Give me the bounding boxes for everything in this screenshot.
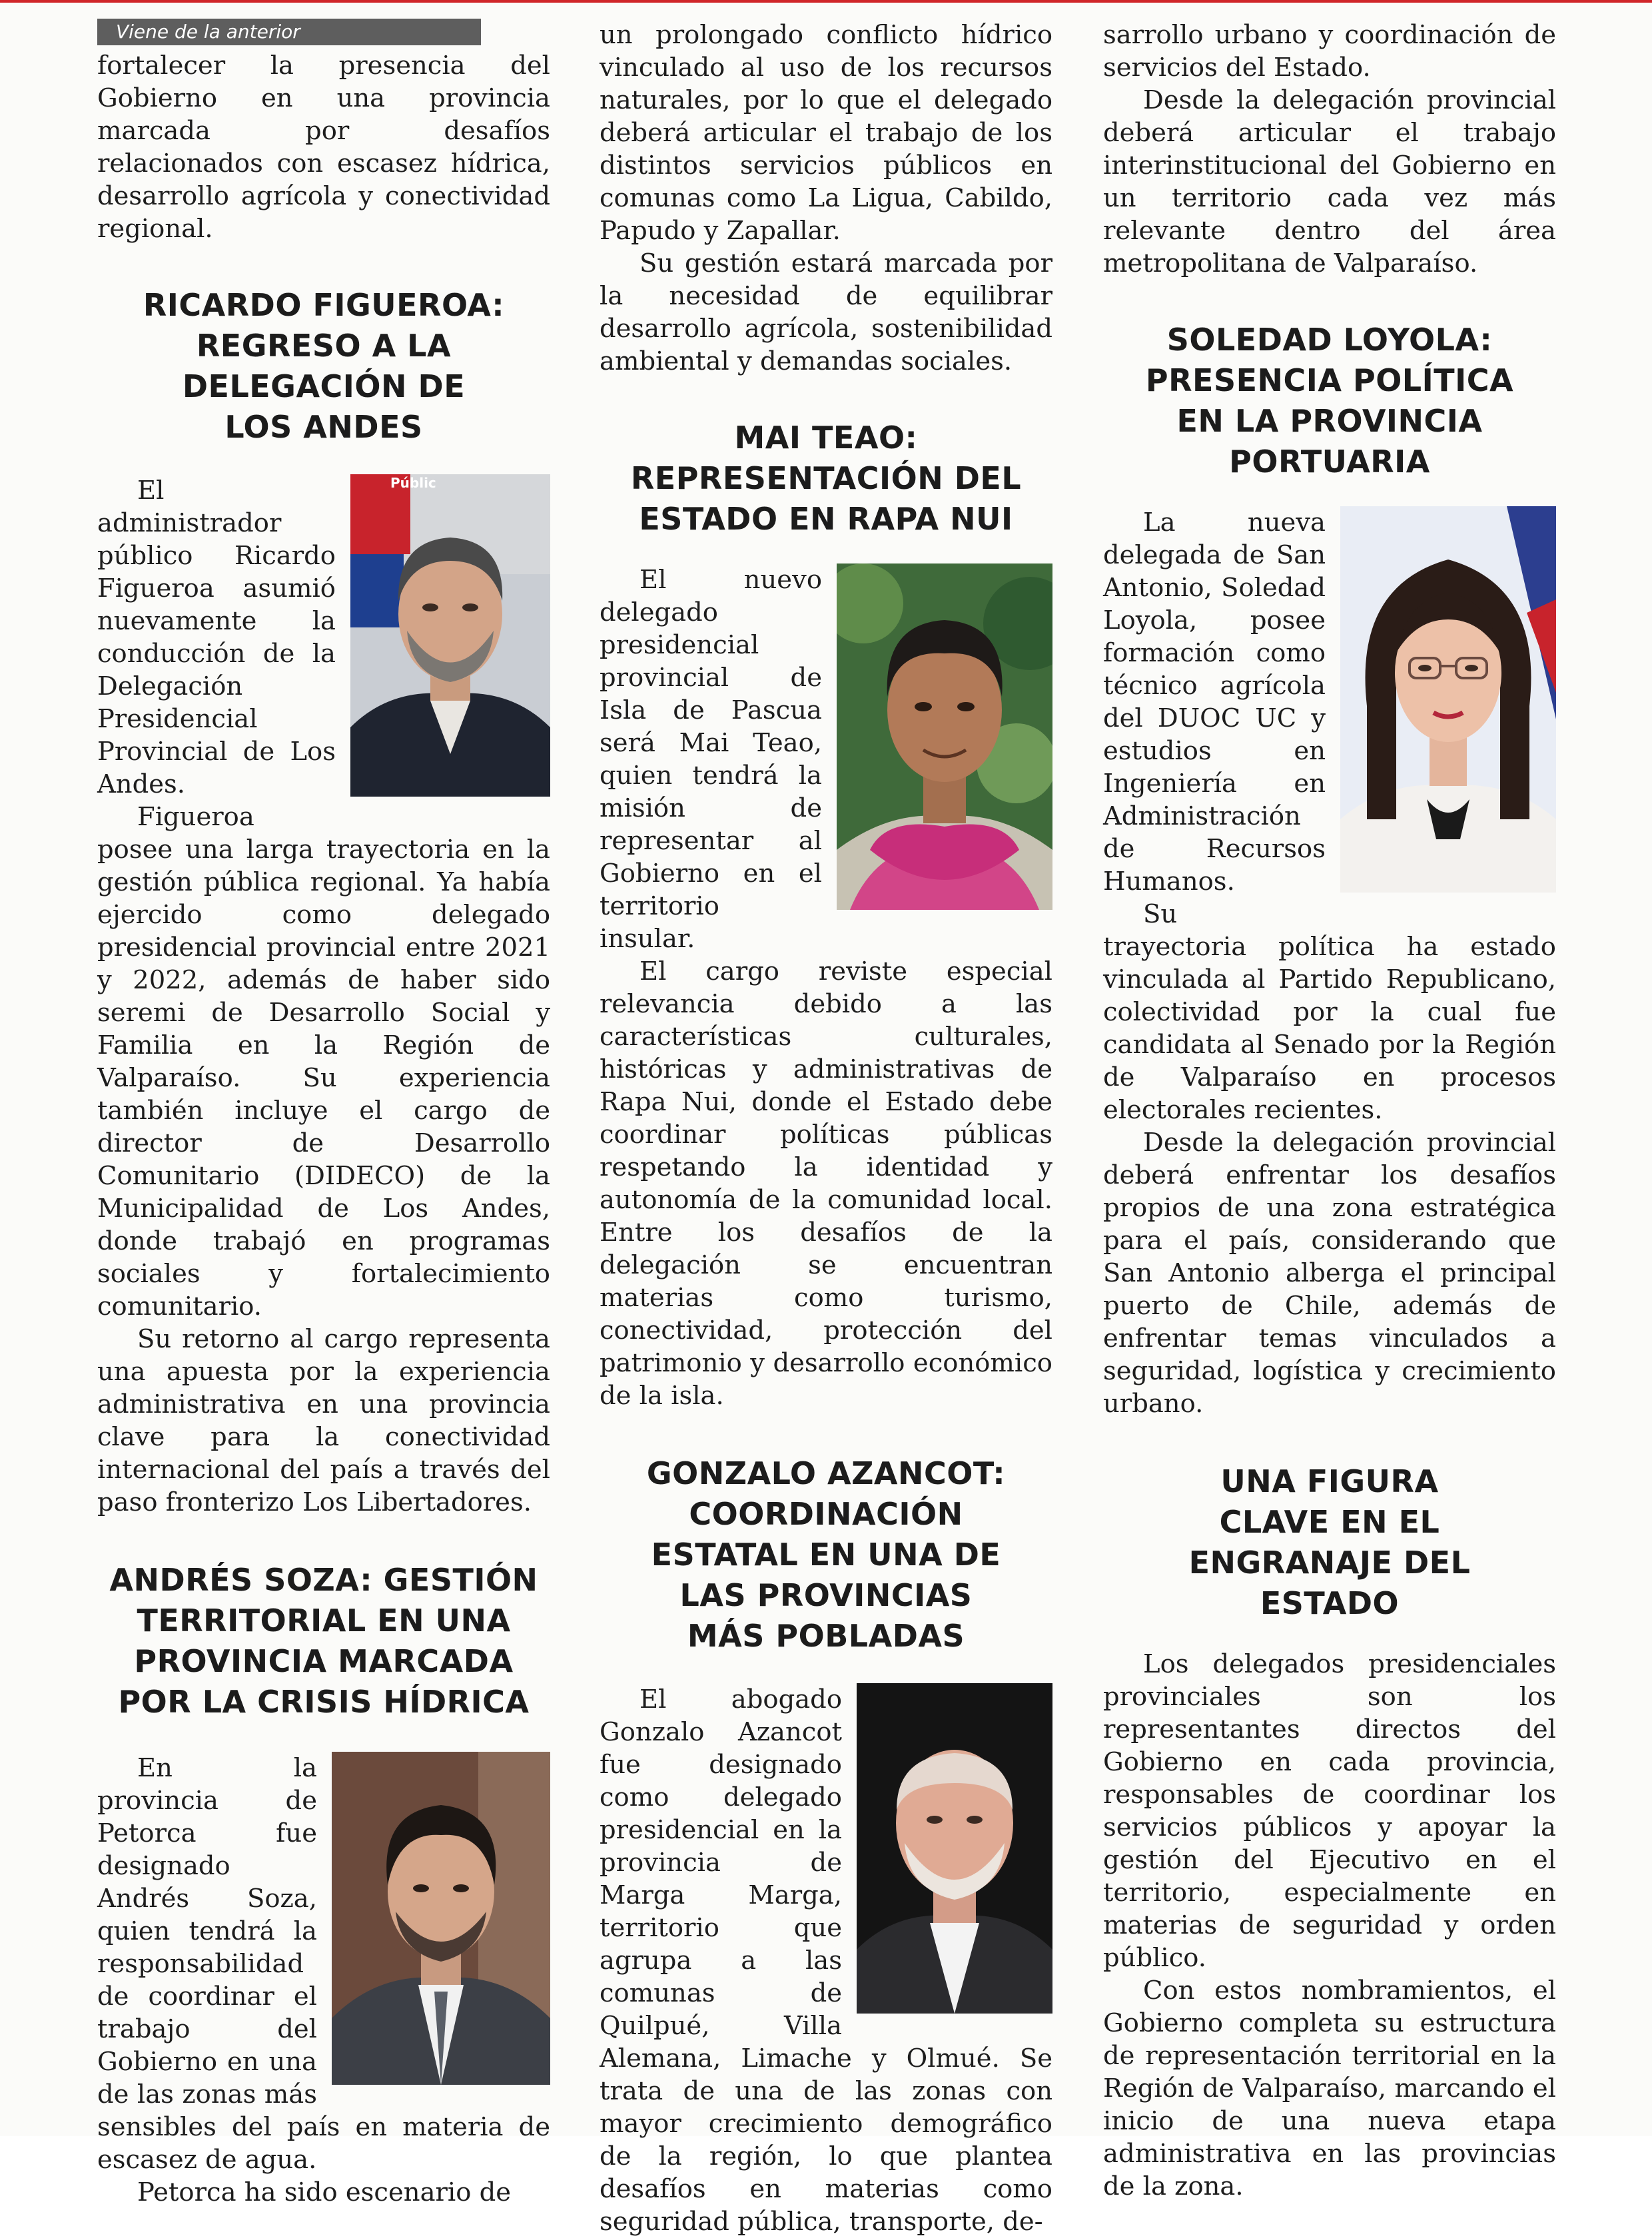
loyola-p1: La nueva delegada de San Antonio, Soledad Loyola, posee formación como técnico agrícola del DUOC UC y estudios en Ingeniería en Administración de Recursos Humanos. xyxy=(1103,508,1326,897)
teao-p1: El nuevo delegado presidencial provincial de Isla de Pascua será Mai Teao, quien tendrá la misión de representar al Gobierno en el territorio insular. xyxy=(600,565,822,954)
col2-intro2: Su gestión estará marcada por la necesidad de equilibrar desarrollo agrícola, sostenibilidad ambiental y demandas sociales. xyxy=(600,248,1052,376)
figura-p2: Con estos nombramientos, el Gobierno completa su estructura de representación territorial en la Región de Valparaíso, marcando el inicio de una nueva etapa administrativa en las provincias de la zona. xyxy=(1103,1976,1556,2201)
photo-ricardo-figueroa xyxy=(350,474,550,797)
photo-gonzalo-azancot xyxy=(857,1683,1052,2014)
continued-kicker: Viene de la anterior xyxy=(97,19,481,45)
column-1 xyxy=(97,19,550,2209)
figueroa-p1: El administrador público Ricardo Figueroa asumió nuevamente la conducción de la Delegación Presidencial Provincial de Los Andes. xyxy=(97,476,336,799)
teao-p2: El cargo reviste especial relevancia debido a las características culturales, históricas y administrativas de Rapa Nui, donde el Estado debe coordinar políticas públicas respetando la identidad y autonomía de la comunidad local. Entre los desafíos de la delegación se encuentran materias como turismo, conectividad, protección del patrimonio y desarrollo económico de la isla. xyxy=(600,956,1052,1411)
soza-p2: Petorca ha sido escenario de xyxy=(137,2177,512,2207)
headline-loyola: SOLEDAD LOYOLA: PRESENCIA POLÍTICA EN LA PROVINCIA PORTUARIA xyxy=(1145,322,1514,480)
figueroa-p2: Figueroa posee una larga trayectoria en la gestión pública regional. Ya había ejercido como delegado presidencial provincial entre 2021 y 2022, además de haber sido seremi de Desarrollo Social y Familia en la Región de Valparaíso. Su experiencia también incluye el cargo de director de Desarrollo Comunitario (DIDECO) de la Municipalidad de Los Andes, donde trabajó en programas sociales y fortalecimiento comunitario. xyxy=(97,802,550,1321)
portrait-loyola xyxy=(1340,506,1556,893)
headline-figueroa: RICARDO FIGUEROA: REGRESO A LA DELEGACIÓN DE LOS ANDES xyxy=(143,287,505,445)
figueroa-p3: Su retorno al cargo representa una apuesta por la experiencia administrativa en una provincia clave para la conectividad internacional del país a través del paso fronterizo Los Libertadores. xyxy=(97,1324,550,1517)
headline-teao: MAI TEAO: REPRESENTACIÓN DEL ESTADO EN RAPA NUI xyxy=(630,420,1022,537)
col2-intro: un prolongado conflicto hídrico vinculado al uso de los recursos naturales, por lo que el delegado deberá articular el trabajo de los distintos servicios públicos en comunas como La Ligua, Cabildo, Papudo y Zapallar. xyxy=(600,20,1052,246)
loyola-p2: Su trayectoria política ha estado vinculada al Partido Republicano, colectividad por la cual fue candidata al Senado por la Región de Valparaíso en procesos electorales recientes. xyxy=(1103,899,1556,1125)
photo-andres-soza xyxy=(332,1752,550,2085)
portrait-azancot xyxy=(857,1683,1052,2014)
col3-intro2: Desde la delegación provincial deberá articular el trabajo interinstitucional del Gobierno en un territorio cada vez más relevante dentro del área metropolitana de Valparaíso. xyxy=(1103,85,1556,278)
photo-soledad-loyola xyxy=(1340,506,1556,893)
column-2 xyxy=(600,19,1052,2238)
headline-figura: UNA FIGURA CLAVE EN EL ENGRANAJE DEL ESTADO xyxy=(1188,1463,1471,1621)
portrait-teao xyxy=(837,563,1052,910)
col3-intro: sarrollo urbano y coordinación de servicios del Estado. xyxy=(1103,20,1556,83)
top-rule xyxy=(0,0,1652,3)
col1-intro: fortalecer la presencia del Gobierno en una provincia marcada por desafíos relacionados con escasez hídrica, desarrollo agrícola y conectividad regional. xyxy=(97,51,550,244)
portrait-figueroa xyxy=(350,474,550,797)
headline-azancot: GONZALO AZANCOT: COORDINACIÓN ESTATAL EN UNA DE LAS PROVINCIAS MÁS POBLADAS xyxy=(646,1455,1006,1654)
column-3 xyxy=(1103,19,1556,2203)
azancot-p1: El abogado Gonzalo Azancot fue designado como delegado presidencial en la provincia de Marga Marga, territorio que agrupa a las comunas de Quilpué, Villa Alemana, Limache y Olmué. Se trata de una de las zonas con mayor crecimiento demográfico de la región, lo que plantea desafíos en materias como seguridad pública, transporte, de- xyxy=(600,1684,1052,2237)
portrait-soza xyxy=(332,1752,550,2085)
svg-text:Públic: Públic xyxy=(390,475,436,491)
figura-p1: Los delegados presidenciales provinciales son los representantes directos del Gobierno en cada provincia, responsables de coordinar los servicios públicos y apoyar la gestión del Ejecutivo en el territorio, especialmente en materias de seguridad y orden público. xyxy=(1103,1649,1556,1973)
soza-p1: En la provincia de Petorca fue designado Andrés Soza, quien tendrá la responsabilidad de coordinar el trabajo del Gobierno en una de las zonas más sensibles del país en materia de escasez de agua. xyxy=(97,1753,550,2175)
headline-soza: ANDRÉS SOZA: GESTIÓN TERRITORIAL EN UNA PROVINCIA MARCADA POR LA CRISIS HÍDRICA xyxy=(109,1562,538,1720)
photo-mai-teao xyxy=(837,563,1052,910)
loyola-p3: Desde la delegación provincial deberá enfrentar los desafíos propios de una zona estratégica para el país, considerando que San Antonio alberga el principal puerto de Chile, además de enfrentar temas vinculados a seguridad, logística y crecimiento urbano. xyxy=(1103,1128,1556,1419)
